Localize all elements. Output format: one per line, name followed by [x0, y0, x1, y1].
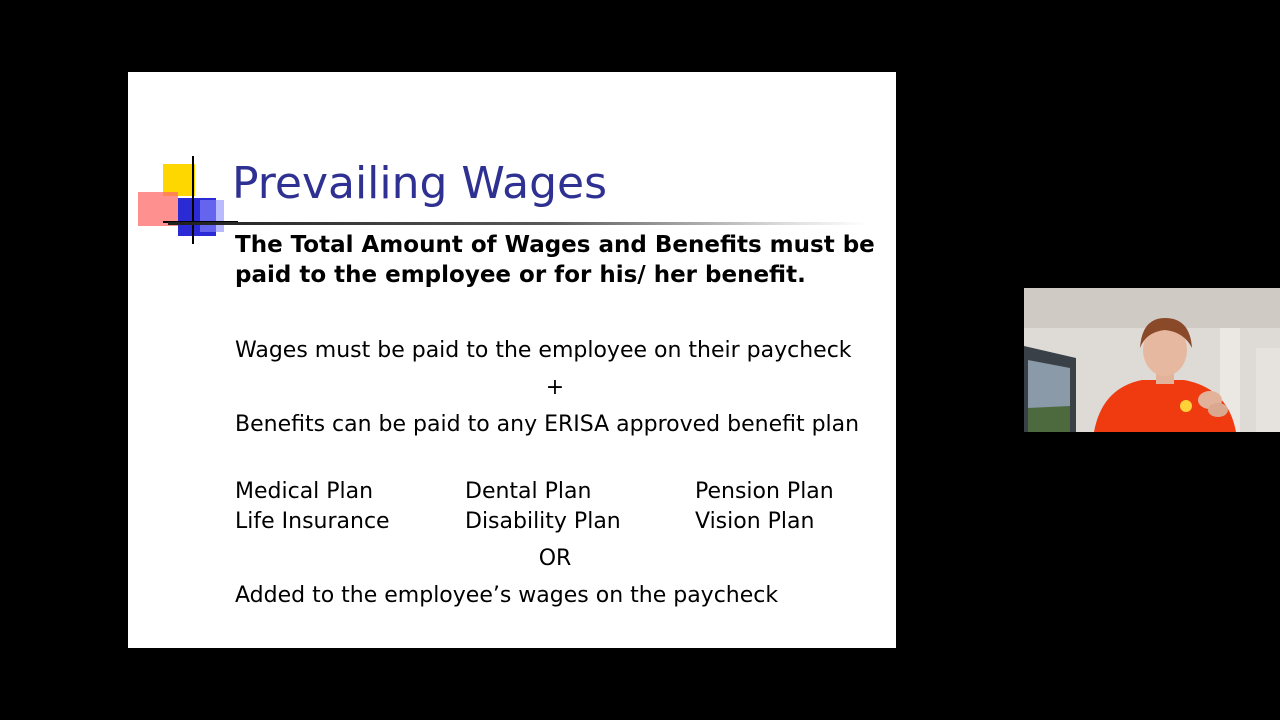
- participant-video-thumbnail[interactable]: [1024, 288, 1280, 432]
- plus-sign: +: [545, 375, 565, 400]
- benefits-line: Benefits can be paid to any ERISA approved benefit plan: [235, 412, 860, 437]
- presentation-slide: [128, 72, 896, 648]
- or-separator: OR: [538, 546, 572, 571]
- plan-pension: Pension Plan: [695, 479, 834, 504]
- added-line: Added to the employee’s wages on the paycheck: [235, 583, 779, 608]
- slide-bold-statement: The Total Amount of Wages and Benefits must be paid to the employee or for his/ her benefit.: [235, 232, 875, 288]
- plan-vision: Vision Plan: [695, 509, 815, 534]
- plan-dental: Dental Plan: [465, 479, 592, 504]
- presenter-figure: [1024, 288, 1280, 432]
- wages-line: Wages must be paid to the employee on their paycheck: [235, 338, 852, 363]
- slide-decoration-squares: [138, 156, 238, 246]
- slide-title: Prevailing Wages: [232, 158, 608, 209]
- plan-life-insurance: Life Insurance: [235, 509, 390, 534]
- plan-disability: Disability Plan: [465, 509, 621, 534]
- title-divider: [168, 222, 868, 225]
- plan-medical: Medical Plan: [235, 479, 374, 504]
